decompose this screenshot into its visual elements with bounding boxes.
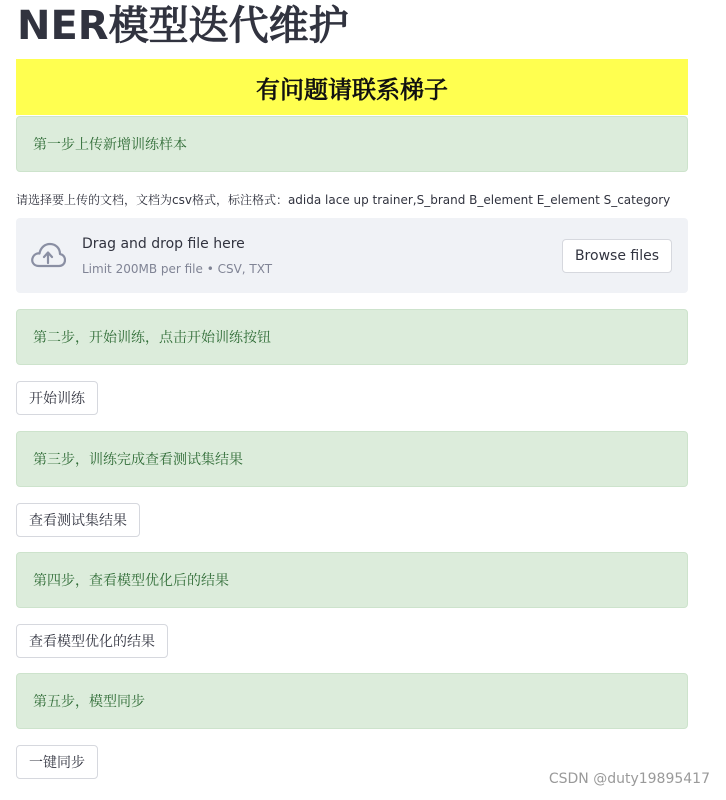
view-optimized-results-button[interactable]: 查看模型优化的结果 (16, 624, 168, 658)
view-test-results-button[interactable]: 查看测试集结果 (16, 503, 140, 537)
file-dropzone[interactable] (16, 218, 688, 293)
contact-banner (16, 59, 688, 115)
start-training-button[interactable]: 开始训练 (16, 381, 98, 415)
browse-files-button[interactable]: Browse files (562, 239, 672, 273)
banner-text: 有问题请联系梯子 (256, 75, 448, 104)
upload-instruction: 请选择要上传的文档，文档为csv格式，标注格式：adida lace up trainer,S_brand B_element E_element S_category (16, 193, 671, 207)
cloud-upload-icon (30, 240, 66, 270)
step-4-notice: 第四步，查看模型优化后的结果 (16, 552, 688, 608)
step-3-notice: 第三步，训练完成查看测试集结果 (16, 431, 688, 487)
csdn-watermark: CSDN @duty19895417 (548, 771, 710, 787)
step-1-notice: 第一步上传新增训练样本 (16, 116, 688, 172)
page-title: NER模型迭代维护 (17, 3, 349, 49)
one-click-sync-button[interactable]: 一键同步 (16, 745, 98, 779)
step-2-notice: 第二步，开始训练，点击开始训练按钮 (16, 309, 688, 365)
dropzone-title: Drag and drop file here (82, 236, 245, 252)
dropzone-limit: Limit 200MB per file • CSV, TXT (82, 262, 273, 276)
step-5-notice: 第五步，模型同步 (16, 673, 688, 729)
